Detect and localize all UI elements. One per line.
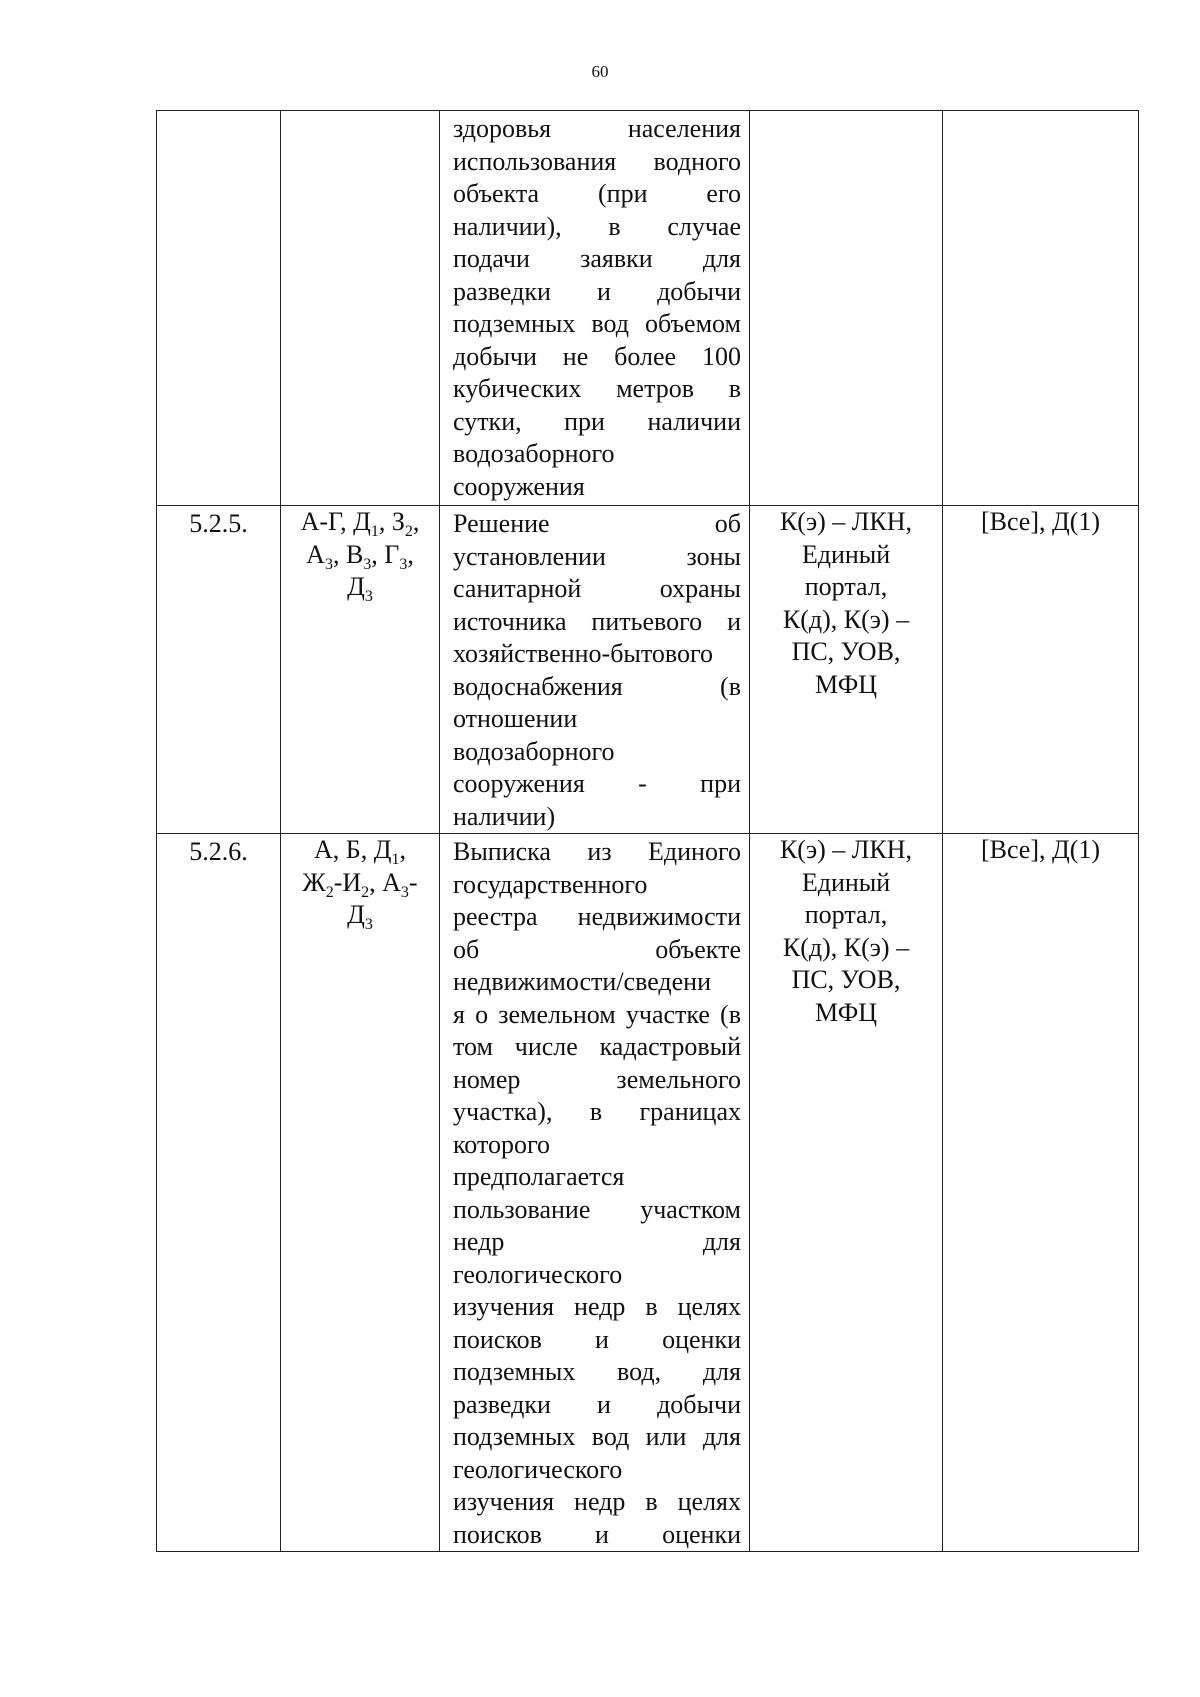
description-line: поисков и оценки xyxy=(453,1324,741,1354)
description-line: источника питьевого и xyxy=(453,606,741,636)
description-line: отношении xyxy=(453,704,578,733)
applicant-groups-line: $А_3$, $В_3$, $Г_3$, xyxy=(306,539,414,573)
description-line: изучения недр в целях xyxy=(453,1292,741,1321)
description-line: использования водного xyxy=(453,146,741,176)
description-line: об объекте xyxy=(453,934,741,964)
description-line: сутки, при наличии xyxy=(453,406,741,436)
description-line: Выписка из Единого xyxy=(453,837,741,866)
submission-channels-cell xyxy=(750,506,943,834)
document-description-cell xyxy=(440,506,750,834)
description-line: кубических метров в xyxy=(453,374,741,403)
table-body xyxy=(157,111,1139,1552)
description-line: пользование участком xyxy=(453,1194,741,1224)
description-line: поисков и оценки xyxy=(453,1519,741,1549)
table-row xyxy=(157,506,1139,834)
description-line: водоснабжения (в xyxy=(453,671,741,701)
applicant-groups-line: $Д_3$ xyxy=(347,572,373,606)
applicant-groups-line: $Д_3$ xyxy=(347,900,373,934)
description-line: подачи заявки для xyxy=(453,244,741,273)
description-line: санитарной охраны xyxy=(453,574,741,603)
description-line: номер земельного xyxy=(453,1064,741,1094)
applicant-groups-cell xyxy=(281,506,440,834)
description-line: которого xyxy=(453,1129,551,1159)
submission-channel-line: портал, xyxy=(804,900,888,929)
submission-channel-line: К(д), К(э) – xyxy=(782,604,910,634)
document-description-cell xyxy=(440,111,750,506)
description-line: изучения недр в целях xyxy=(453,1487,741,1516)
applicant-groups-cell xyxy=(281,834,440,1552)
description-line: недр для xyxy=(453,1227,741,1256)
description-line: Решение об xyxy=(453,509,741,538)
description-line: реестра недвижимости xyxy=(453,902,741,931)
table-row xyxy=(157,111,1139,506)
description-line: добычи не более 100 xyxy=(453,341,741,371)
submission-channels-cell xyxy=(750,834,943,1552)
submission-channel-line: К(д), К(э) – xyxy=(782,932,910,962)
permissions-cell: [Все], Д(1) xyxy=(943,834,1139,1552)
submission-channel-line: Единый xyxy=(801,539,891,569)
description-line: наличии), в случае xyxy=(453,211,741,241)
applicant-groups-line: А-Г, $Д_1$, $З_2$, xyxy=(300,507,420,541)
submission-channel-line: К(э) – ЛКН, xyxy=(779,835,913,864)
description-line: подземных вод или для xyxy=(453,1422,741,1451)
description-line: водозаборного xyxy=(453,439,615,468)
description-line: подземных вод объемом xyxy=(453,309,741,338)
description-line: установлении зоны xyxy=(453,541,741,571)
permissions-cell: [Все], Д(1) xyxy=(943,506,1139,834)
permissions-cell xyxy=(943,111,1139,506)
description-line: разведки и добычи xyxy=(453,1389,741,1419)
description-line: разведки и добычи xyxy=(453,276,741,306)
description-line: объекта (при его xyxy=(453,179,741,208)
description-line: наличии) xyxy=(453,801,556,831)
document-description-cell xyxy=(440,834,750,1552)
description-line: сооружения xyxy=(453,471,585,501)
page-number: 60 xyxy=(591,62,609,81)
item-number-cell: 5.2.5. xyxy=(157,506,281,834)
description-line: геологического xyxy=(453,1259,623,1289)
description-line: предполагается xyxy=(453,1162,625,1191)
description-line: государственного xyxy=(453,869,648,899)
description-line: участка), в границах xyxy=(453,1097,741,1126)
submission-channel-line: МФЦ xyxy=(814,997,878,1027)
submission-channels-cell xyxy=(750,111,943,506)
table-row xyxy=(157,834,1139,1552)
submission-channel-line: МФЦ xyxy=(814,669,878,699)
submission-channel-line: портал, xyxy=(804,572,888,601)
item-number-cell: 5.2.6. xyxy=(157,834,281,1552)
description-line: сооружения - при xyxy=(453,769,741,798)
submission-channel-line: ПС, УОВ, xyxy=(791,965,901,994)
description-line: здоровья населения xyxy=(453,114,741,143)
applicant-groups-cell xyxy=(281,111,440,506)
submission-channel-line: К(э) – ЛКН, xyxy=(779,507,913,536)
services-table xyxy=(156,110,1139,1552)
description-line: хозяйственно-бытового xyxy=(453,639,714,668)
applicant-groups-line: А, Б, $Д_1$, xyxy=(314,835,406,869)
description-line: недвижимости/сведени xyxy=(453,967,712,996)
submission-channel-line: Единый xyxy=(801,867,891,897)
item-number-cell xyxy=(157,111,281,506)
description-line: том числе кадастровый xyxy=(453,1032,741,1061)
applicant-groups-line: $Ж_2-И_2$, $А_3-$ xyxy=(302,867,418,901)
description-line: подземных вод, для xyxy=(453,1357,741,1386)
submission-channel-line: ПС, УОВ, xyxy=(791,637,901,666)
description-line: водозаборного xyxy=(453,736,615,766)
description-line: геологического xyxy=(453,1454,623,1484)
description-line: я о земельном участке (в xyxy=(453,999,741,1029)
